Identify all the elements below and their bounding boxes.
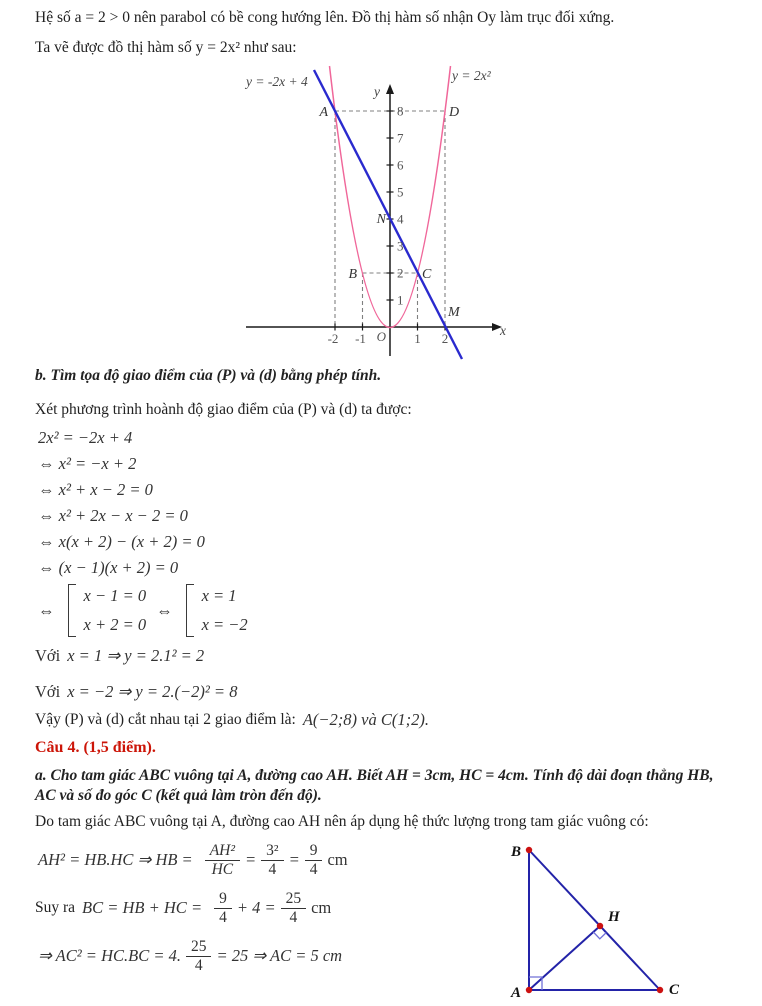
line-equation-label: y = -2x + 4: [246, 74, 308, 89]
case-group-right: [186, 584, 248, 637]
left-bracket-2: [186, 584, 194, 637]
m1-fraction-3: $\frac{9}{4}$: [305, 842, 323, 879]
equiv-arrow-1: ⇔: [38, 600, 55, 620]
triangle-label-C: C: [669, 982, 680, 998]
equation-step-4: ⇔ x² + 2x − x − 2 = 0: [38, 506, 188, 525]
graph-canvas: [240, 62, 520, 367]
case-group-left: [68, 584, 147, 637]
case-left-1: x − 1 = 0: [83, 586, 147, 605]
equiv-arrow-2: ⇔: [156, 600, 173, 620]
with-x2-math: x = −2 ⇒ y = 2.(−2)² = 8: [67, 682, 238, 701]
x-axis-label: x: [500, 323, 506, 338]
with-x2-word: Với: [35, 682, 61, 701]
triangle-label-B: B: [510, 844, 521, 860]
point-label-D: D: [449, 105, 460, 120]
m1-lead: AH² = HB.HC ⇒ HB =: [38, 850, 193, 869]
y-tick-2: 2: [397, 265, 404, 281]
section-b-heading: b. Tìm tọa độ giao điểm của (P) và (d) bằng phép tính.: [35, 367, 382, 384]
m1-fraction-1: $\frac{\text{AH²}}{HC}$: [205, 842, 240, 879]
q4-math-line-2: [35, 886, 331, 930]
y-axis-arrow: [386, 84, 394, 94]
y-tick-6: 6: [397, 157, 404, 173]
x-tick-1: 1: [414, 331, 421, 346]
with-x1-math: x = 1 ⇒ y = 2.1² = 2: [67, 646, 205, 665]
conclusion-text: Vậy (P) và (d) cắt nhau tại 2 giao điểm là:: [35, 711, 296, 728]
origin-label: O: [376, 329, 386, 344]
y-tick-5: 5: [397, 184, 404, 200]
m3-tail: = 25 ⇒ AC = 5 cm: [216, 946, 343, 965]
q4-math-line-3: [38, 934, 342, 978]
point-label-C: C: [422, 267, 432, 282]
left-bracket-1: [68, 584, 76, 637]
m2-fraction-1: $\frac{9}{4}$: [214, 890, 232, 927]
with-x2-line: [35, 682, 237, 702]
m3-fraction-1: $\frac{25}{4}$: [186, 938, 212, 975]
conclusion-math: A(−2;8) và C(1;2).: [302, 710, 429, 729]
equation-step-1: 2x² = −2x + 4: [38, 428, 133, 447]
equation-step-5: ⇔ x(x + 2) − (x + 2) = 0: [38, 532, 205, 551]
section-b-intro: Xét phương trình hoành độ giao điểm của (P) và (d) ta được:: [35, 401, 412, 418]
triangle-canvas: [490, 836, 700, 1004]
y-tick-4: 4: [397, 211, 404, 227]
y-axis-label: y: [374, 84, 380, 99]
case-system: [38, 584, 252, 637]
right-angle-marks: [529, 932, 606, 990]
parabola-line-graph: [240, 62, 520, 372]
y-tick-1: 1: [397, 292, 404, 308]
y-tick-3: 3: [397, 238, 404, 254]
x-tick-neg1: -1: [355, 331, 366, 346]
y-tick-8: 8: [397, 103, 404, 119]
q4-statement-line-2: AC và số đo góc C (kết quả làm tròn đến độ).: [35, 787, 322, 804]
point-label-B: B: [348, 267, 357, 282]
case-left-2: x + 2 = 0: [83, 615, 147, 634]
m1-unit: cm: [327, 850, 348, 869]
equation-step-6: ⇔ (x − 1)(x + 2) = 0: [38, 558, 179, 577]
parabola-equation-label: y = 2x²: [452, 68, 491, 83]
case-right-2: x = −2: [201, 615, 248, 634]
x-tick-2: 2: [441, 331, 449, 346]
m3-lead: ⇒ AC² = HC.BC = 4.: [38, 946, 181, 965]
intro-line-1: Hệ số a = 2 > 0 nên parabol có bề cong hướng lên. Đồ thị hàm số nhận Oy làm trục đối xứng.: [35, 9, 615, 26]
m2-fraction-2: $\frac{25}{4}$: [281, 890, 307, 927]
m1-eq-1: =: [245, 850, 257, 869]
q4-title: Câu 4. (1,5 điểm).: [35, 739, 156, 756]
with-x1-word: Với: [35, 646, 61, 665]
with-x1-line: [35, 646, 204, 666]
m2-intro: Suy ra: [35, 899, 76, 916]
intro-line-2: Ta vẽ được đồ thị hàm số y = 2x² như sau:: [35, 39, 297, 56]
m1-eq-2: =: [288, 850, 300, 869]
y-tick-7: 7: [397, 130, 404, 146]
case-right-1: x = 1: [201, 586, 237, 605]
q4-intro: Do tam giác ABC vuông tại A, đường cao AH nên áp dụng hệ thức lượng trong tam giác vuông có:: [35, 813, 649, 830]
x-tick-neg2: -2: [327, 331, 339, 346]
equation-step-2: ⇔ x² = −x + 2: [38, 454, 137, 473]
q4-math-line-1: [38, 838, 348, 882]
conclusion-line: [35, 710, 429, 730]
triangle-figure: [490, 836, 700, 1006]
line-curve: [314, 70, 462, 359]
m1-fraction-2: $\frac{\text{3²}}{4}$: [261, 842, 283, 879]
triangle-label-H: H: [608, 909, 620, 925]
equation-step-3: ⇔ x² + x − 2 = 0: [38, 480, 153, 499]
triangle-label-A: A: [510, 985, 521, 1001]
m2-lead: BC = HB + HC =: [82, 898, 203, 917]
m2-unit: cm: [311, 898, 332, 917]
point-label-M: M: [448, 305, 460, 320]
point-label-A: A: [319, 105, 328, 120]
m2-mid: + 4 =: [236, 898, 276, 917]
point-label-N: N: [376, 212, 386, 227]
q4-statement-line-1: a. Cho tam giác ABC vuông tại A, đường cao AH. Biết AH = 3cm, HC = 4cm. Tính độ dài đoạn thẳng HB,: [35, 767, 714, 784]
triangle-edges: [529, 850, 660, 990]
